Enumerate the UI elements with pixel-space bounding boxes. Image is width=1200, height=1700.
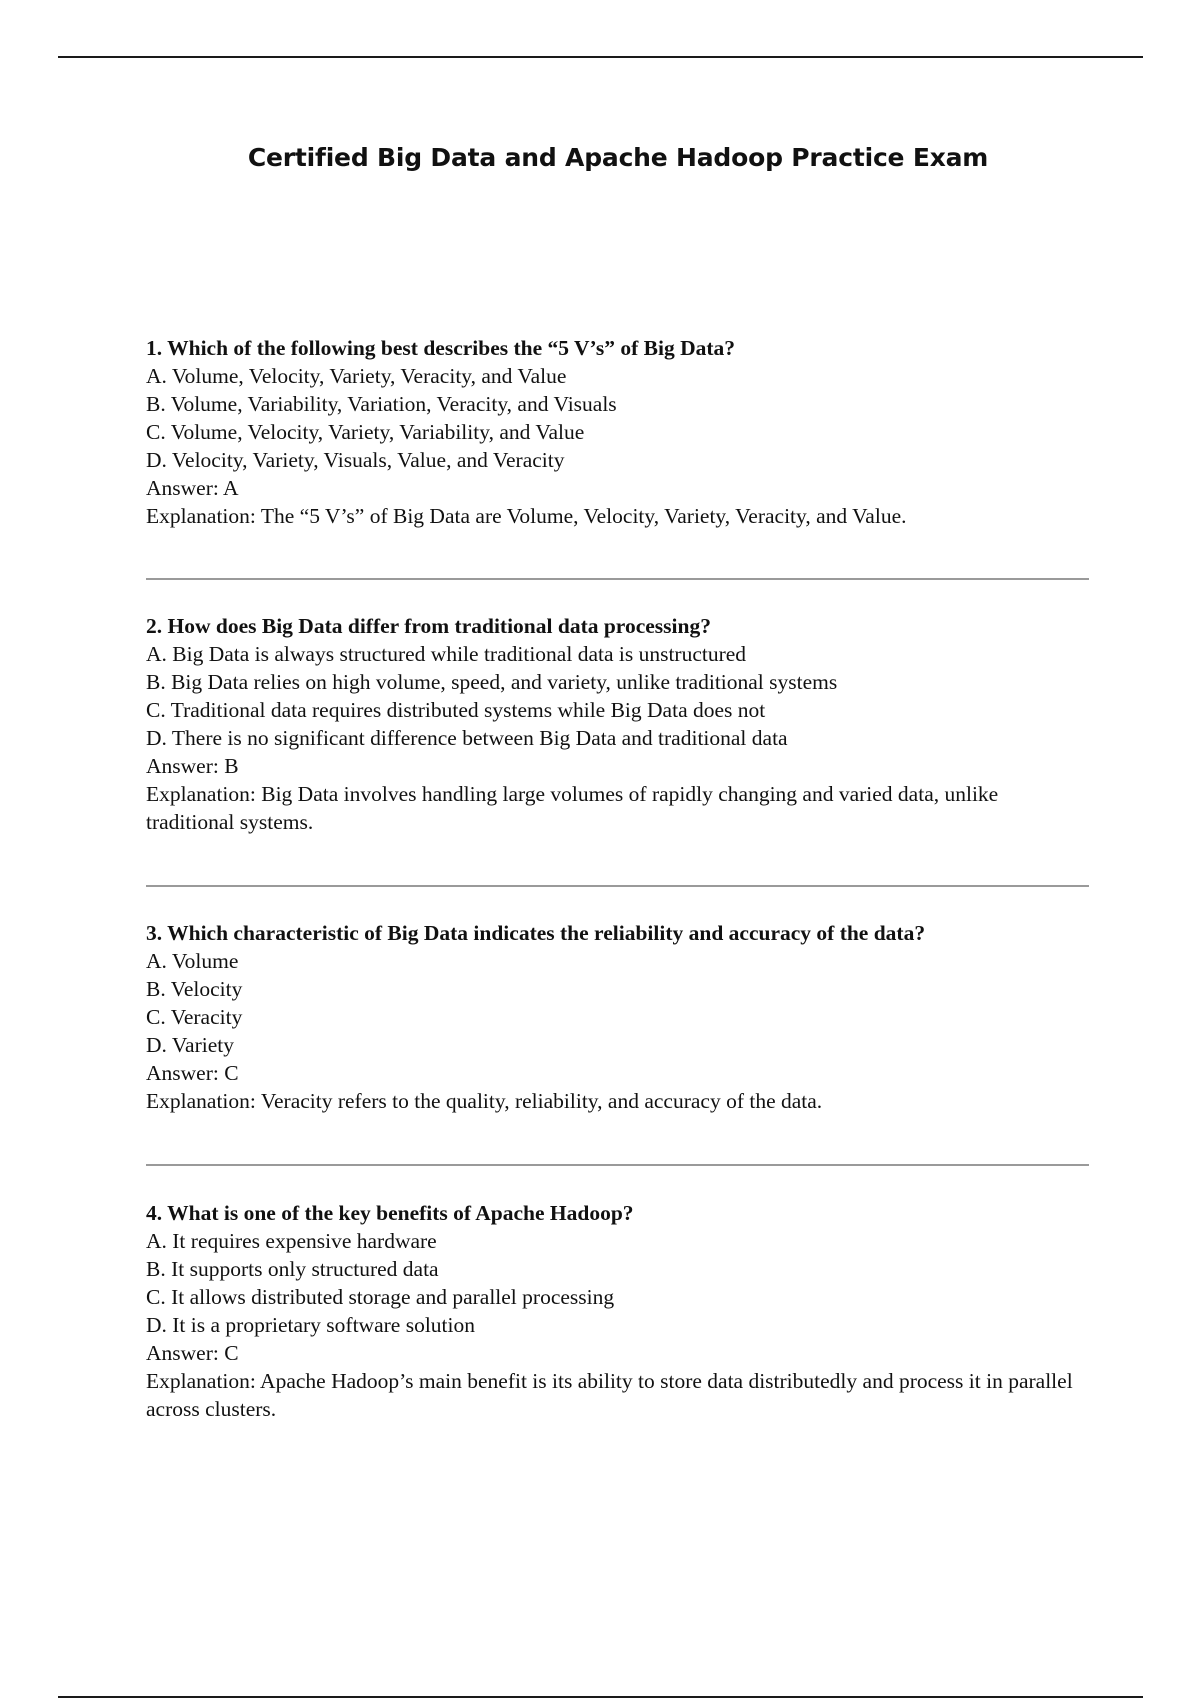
- option-b: B. Volume, Variability, Variation, Veracity, and Visuals: [146, 392, 617, 416]
- question-text: 2. How does Big Data differ from traditional data processing?: [146, 614, 711, 638]
- question-text: 3. Which characteristic of Big Data indicates the reliability and accuracy of the data?: [146, 921, 926, 945]
- question-3: [146, 919, 1091, 1115]
- answer: Answer: C: [146, 1341, 239, 1365]
- explanation: Explanation: Apache Hadoop’s main benefit is its ability to store data distributedly and process it in parallel across clusters.: [146, 1369, 1073, 1421]
- option-c: C. Veracity: [146, 1005, 243, 1029]
- answer: Answer: B: [146, 754, 239, 778]
- question-divider: [146, 578, 1089, 580]
- option-a: A. It requires expensive hardware: [146, 1229, 437, 1253]
- question-divider: [146, 885, 1089, 887]
- option-b: B. Big Data relies on high volume, speed, and variety, unlike traditional systems: [146, 670, 838, 694]
- option-b: B. Velocity: [146, 977, 243, 1001]
- option-a: A. Volume, Velocity, Variety, Veracity, and Value: [146, 364, 567, 388]
- question-text: 4. What is one of the key benefits of Apache Hadoop?: [146, 1201, 634, 1225]
- option-d: D. It is a proprietary software solution: [146, 1313, 475, 1337]
- explanation: Explanation: The “5 V’s” of Big Data are Volume, Velocity, Variety, Veracity, and Value.: [146, 504, 907, 528]
- option-d: D. Variety: [146, 1033, 234, 1057]
- page-bottom-rule: [58, 1696, 1143, 1698]
- page-top-rule: [58, 56, 1143, 58]
- option-d: D. Velocity, Variety, Visuals, Value, and Veracity: [146, 448, 565, 472]
- explanation: Explanation: Veracity refers to the quality, reliability, and accuracy of the data.: [146, 1089, 823, 1113]
- option-c: C. Volume, Velocity, Variety, Variability, and Value: [146, 420, 585, 444]
- answer: Answer: C: [146, 1061, 239, 1085]
- option-d: D. There is no significant difference between Big Data and traditional data: [146, 726, 788, 750]
- question-divider: [146, 1164, 1089, 1166]
- answer: Answer: A: [146, 476, 239, 500]
- option-c: C. It allows distributed storage and parallel processing: [146, 1285, 615, 1309]
- question-text: 1. Which of the following best describes the “5 V’s” of Big Data?: [146, 336, 736, 360]
- document-title: Certified Big Data and Apache Hadoop Practice Exam: [247, 143, 989, 172]
- option-c: C. Traditional data requires distributed systems while Big Data does not: [146, 698, 766, 722]
- option-b: B. It supports only structured data: [146, 1257, 439, 1281]
- explanation: Explanation: Big Data involves handling large volumes of rapidly changing and varied data, unlike traditional systems.: [146, 782, 999, 834]
- option-a: A. Volume: [146, 949, 239, 973]
- question-1: [146, 334, 1091, 530]
- option-a: A. Big Data is always structured while traditional data is unstructured: [146, 642, 747, 666]
- question-2: [146, 612, 1091, 836]
- question-4: [146, 1199, 1091, 1423]
